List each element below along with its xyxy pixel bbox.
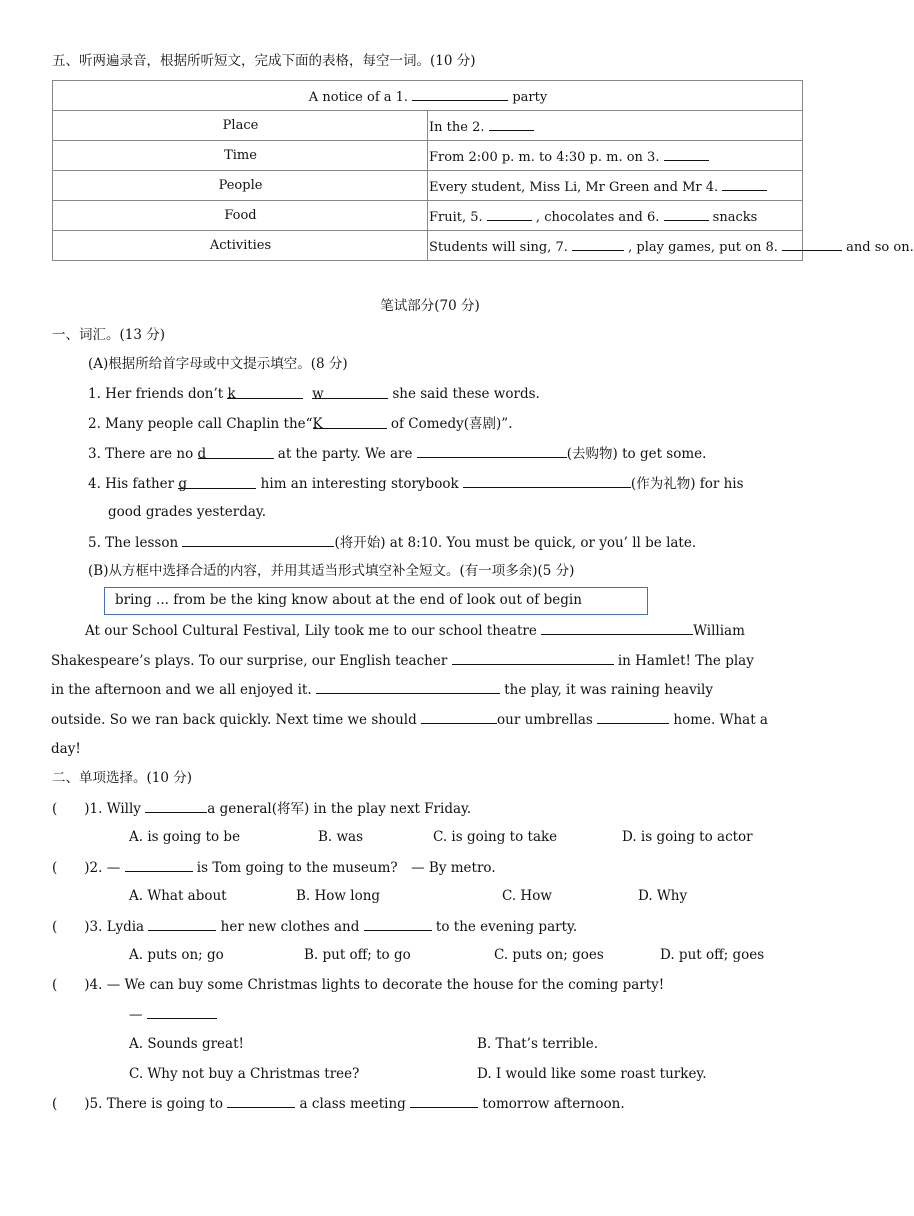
- answer-blank[interactable]: [412, 87, 508, 101]
- answer-blank[interactable]: [664, 207, 709, 221]
- answer-blank[interactable]: [147, 1005, 217, 1019]
- answer-blank[interactable]: [410, 1094, 478, 1108]
- table-title: A notice of a 1. party: [53, 81, 803, 111]
- answer-blank[interactable]: [572, 237, 624, 251]
- mc-question-1: ( )1. Willy a general(将军) in the play next Friday.: [52, 801, 472, 817]
- vocab-heading: 一、词汇。(13 分): [52, 327, 166, 343]
- table-row: [53, 201, 803, 231]
- row-label: Place: [53, 111, 428, 141]
- mc-option[interactable]: C. How: [502, 888, 552, 904]
- answer-blank[interactable]: d: [198, 445, 274, 459]
- answer-blank[interactable]: [182, 533, 334, 547]
- mc-question-5: ( )5. There is going to a class meeting tomorrow afternoon.: [52, 1096, 625, 1112]
- vocab-q4: 4. His father g him an interesting storybook (作为礼物) for his: [88, 476, 744, 492]
- answer-blank[interactable]: [364, 917, 432, 931]
- row-content: In the 2.: [428, 111, 803, 141]
- mc-option[interactable]: D. is going to actor: [622, 829, 753, 845]
- passage-line: At our School Cultural Festival, Lily took me to our school theatre William: [85, 623, 745, 639]
- answer-paren[interactable]: ( ): [52, 977, 90, 993]
- answer-blank[interactable]: [148, 917, 216, 931]
- part-a-title: (A)根据所给首字母或中文提示填空。(8 分): [88, 356, 348, 372]
- answer-blank[interactable]: [145, 799, 207, 813]
- answer-blank[interactable]: [489, 117, 534, 131]
- table-row: [53, 141, 803, 171]
- answer-blank[interactable]: [597, 710, 669, 724]
- row-label: Food: [53, 201, 428, 231]
- answer-paren[interactable]: ( ): [52, 801, 90, 817]
- answer-blank[interactable]: [452, 651, 614, 665]
- word-box-text: bring ... from be the king know about at the end of look out of begin: [115, 592, 582, 608]
- answer-blank[interactable]: [463, 474, 631, 488]
- row-label: People: [53, 171, 428, 201]
- part-b-title: (B)从方框中选择合适的内容，并用其适当形式填空补全短文。(有一项多余)(5 分): [88, 563, 575, 579]
- mc-question-4: ( )4. — We can buy some Christmas lights to decorate the house for the coming party!: [52, 977, 665, 993]
- answer-blank[interactable]: [487, 207, 532, 221]
- answer-blank[interactable]: [541, 621, 693, 635]
- answer-blank[interactable]: g: [178, 475, 256, 489]
- mc-option[interactable]: A. Sounds great!: [129, 1036, 244, 1052]
- answer-blank[interactable]: K: [313, 415, 387, 429]
- mc-option[interactable]: D. I would like some roast turkey.: [477, 1066, 707, 1082]
- word-box: [104, 587, 648, 615]
- written-section-title: 笔试部分(70 分): [380, 298, 480, 314]
- table-row: [53, 111, 803, 141]
- mc-option[interactable]: C. puts on; goes: [494, 947, 604, 963]
- mc-option[interactable]: B. That’s terrible.: [477, 1036, 599, 1052]
- row-content: From 2:00 p. m. to 4:30 p. m. on 3.: [428, 141, 803, 171]
- mc-question-3: ( )3. Lydia her new clothes and to the evening party.: [52, 919, 578, 935]
- vocab-q4-continued: good grades yesterday.: [108, 504, 267, 520]
- mc-reply-line: —: [129, 1005, 217, 1024]
- row-content: Students will sing, 7. , play games, put on 8. and so on.: [428, 231, 803, 261]
- answer-blank[interactable]: [664, 147, 709, 161]
- mc-option[interactable]: B. How long: [296, 888, 381, 904]
- answer-blank[interactable]: [782, 237, 842, 251]
- table-row: [53, 231, 803, 261]
- passage-line: day!: [51, 741, 81, 757]
- table-row: [53, 171, 803, 201]
- cloze-passage: [51, 617, 809, 765]
- row-content: Every student, Miss Li, Mr Green and Mr 4.: [428, 171, 803, 201]
- answer-blank[interactable]: [722, 177, 767, 191]
- answer-paren[interactable]: ( ): [52, 1096, 90, 1112]
- vocab-q2: 2. Many people call Chaplin the“K of Comedy(喜剧)”.: [88, 416, 513, 432]
- vocab-q3: 3. There are no d at the party. We are (去购物) to get some.: [88, 446, 707, 462]
- passage-line: outside. So we ran back quickly. Next time we should our umbrellas home. What a: [51, 711, 768, 728]
- answer-paren[interactable]: ( ): [52, 919, 90, 935]
- answer-blank[interactable]: [227, 1094, 295, 1108]
- mc-question-2: ( )2. — is Tom going to the museum? — By metro.: [52, 860, 496, 876]
- mc-option[interactable]: B. was: [318, 829, 364, 845]
- mc-option[interactable]: A. puts on; go: [129, 947, 224, 963]
- answer-paren[interactable]: ( ): [52, 860, 90, 876]
- answer-blank[interactable]: [316, 680, 500, 694]
- answer-blank[interactable]: w: [312, 385, 388, 399]
- answer-blank[interactable]: k: [227, 385, 303, 399]
- mc-option[interactable]: D. put off; goes: [660, 947, 765, 963]
- listening-heading: 五、听两遍录音，根据所听短文，完成下面的表格，每空一词。(10 分): [52, 53, 476, 69]
- row-label: Time: [53, 141, 428, 171]
- vocab-q1: 1. Her friends don’t k w she said these words.: [88, 386, 540, 402]
- mc-option[interactable]: A. is going to be: [129, 829, 241, 845]
- vocab-q5: 5. The lesson (将开始) at 8:10. You must be quick, or you’ ll be late.: [88, 535, 697, 551]
- mc-option[interactable]: B. put off; to go: [304, 947, 411, 963]
- passage-line: Shakespeare’s plays. To our surprise, our English teacher in Hamlet! The play: [51, 652, 754, 669]
- row-content: Fruit, 5. , chocolates and 6. snacks: [428, 201, 803, 231]
- notice-table: [52, 80, 914, 261]
- answer-blank[interactable]: [421, 710, 497, 724]
- table-row: [53, 81, 803, 111]
- mc-heading: 二、单项选择。(10 分): [52, 770, 193, 786]
- passage-line: in the afternoon and we all enjoyed it. the play, it was raining heavily: [51, 682, 713, 698]
- row-label: Activities: [53, 231, 428, 261]
- mc-option[interactable]: D. Why: [638, 888, 688, 904]
- answer-blank[interactable]: [125, 858, 193, 872]
- answer-blank[interactable]: [417, 444, 567, 458]
- mc-option[interactable]: C. is going to take: [433, 829, 558, 845]
- mc-option[interactable]: A. What about: [129, 888, 227, 904]
- mc-option[interactable]: C. Why not buy a Christmas tree?: [129, 1066, 360, 1082]
